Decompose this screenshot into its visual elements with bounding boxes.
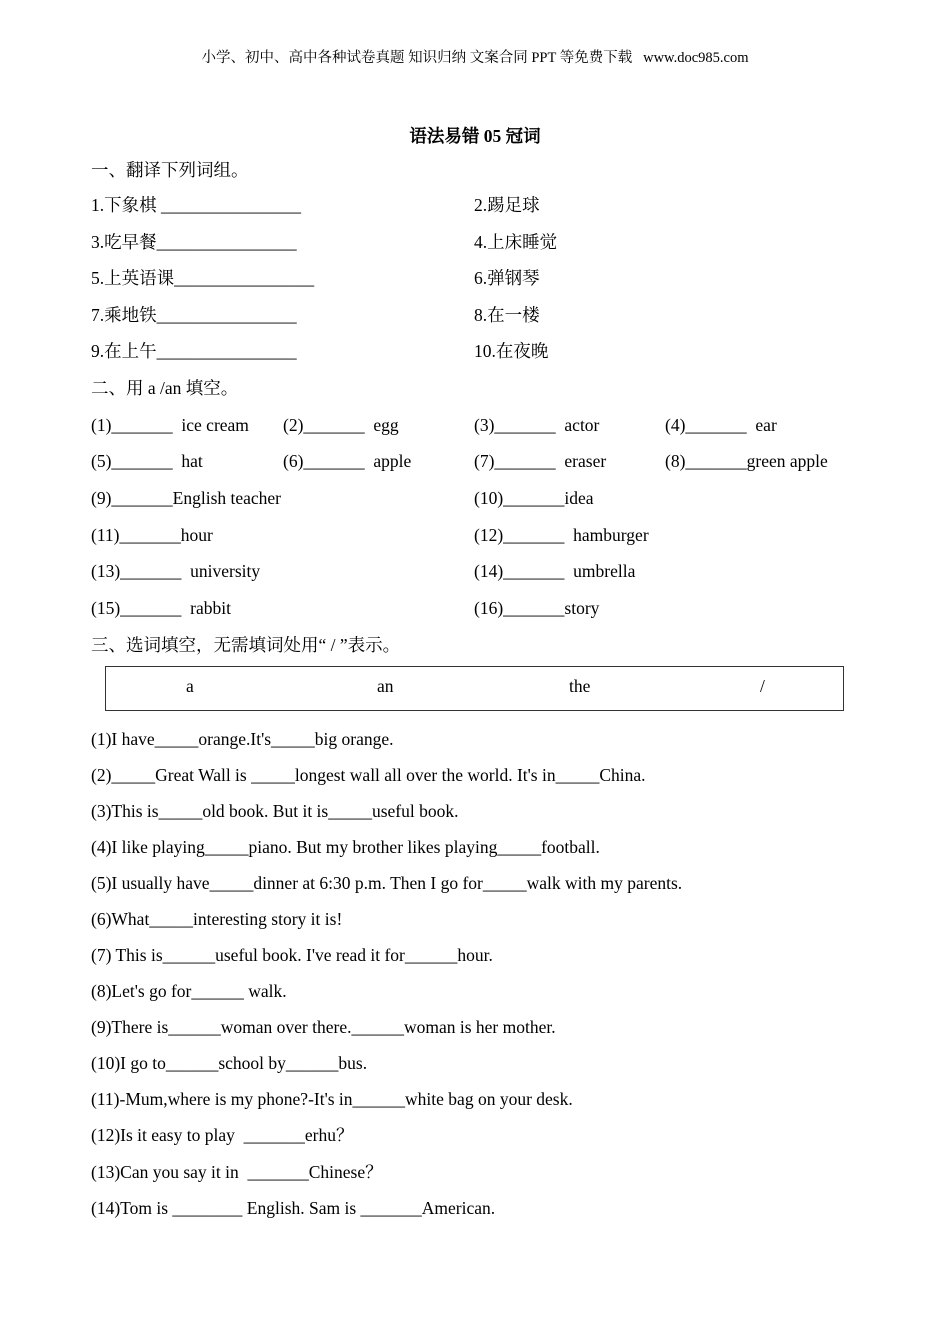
fill-item: (5)I usually have_____dinner at 6:30 p.m. Then I go for_____walk with my parents. [91, 873, 683, 893]
article-item: (16)_______story [474, 598, 600, 618]
word-bank-option: / [760, 676, 765, 696]
article-item: (6)_______ apple [283, 451, 412, 471]
translate-item: 10.在夜晚 [474, 341, 549, 361]
article-item: (11)_______hour [91, 525, 213, 545]
article-item: (7)_______ eraser [474, 451, 607, 471]
article-item: (12)_______ hamburger [474, 525, 649, 545]
translate-item: 4.上床睡觉 [474, 232, 558, 252]
fill-item: (12)Is it easy to play _______erhu？ [91, 1125, 354, 1145]
section3-heading: 三、选词填空，无需填词处用“ / ”表示。 [91, 635, 401, 655]
translate-item: 3.吃早餐________________ [91, 232, 297, 252]
fill-item: (3)This is_____old book. But it is_____useful book. [91, 801, 459, 821]
word-bank-box [105, 666, 844, 711]
fill-item: (13)Can you say it in _______Chinese？ [91, 1162, 383, 1182]
article-item: (4)_______ ear [665, 415, 777, 435]
fill-item: (9)There is______woman over there.______woman is her mother. [91, 1017, 556, 1037]
article-item: (1)_______ ice cream [91, 415, 249, 435]
word-bank-option: a [186, 676, 194, 696]
translate-item: 9.在上午________________ [91, 341, 297, 361]
translate-item: 2.踢足球 [474, 195, 540, 215]
page-header: 小学、初中、高中各种试卷真题 知识归纳 文案合同 PPT 等免费下载 www.doc985.com [201, 50, 749, 66]
translate-item: 8.在一楼 [474, 305, 540, 325]
word-bank-option: an [377, 676, 394, 696]
section2-heading: 二、用 a /an 填空。 [91, 378, 239, 398]
translate-item: 5.上英语课________________ [91, 268, 315, 288]
article-item: (10)_______idea [474, 488, 594, 508]
translate-item: 6.弹钢琴 [474, 268, 540, 288]
article-item: (8)_______green apple [665, 451, 828, 471]
fill-item: (4)I like playing_____piano. But my brother likes playing_____football. [91, 837, 600, 857]
article-item: (5)_______ hat [91, 451, 203, 471]
fill-item: (1)I have_____orange.It's_____big orange. [91, 729, 394, 749]
article-item: (14)_______ umbrella [474, 561, 636, 581]
fill-item: (7) This is______useful book. I've read it for______hour. [91, 945, 493, 965]
page-title: 语法易错 05 冠词 [409, 126, 541, 146]
fill-item: (11)-Mum,where is my phone?-It's in______white bag on your desk. [91, 1089, 573, 1109]
fill-item: (8)Let's go for______ walk. [91, 981, 287, 1001]
translate-item: 1.下象棋 ________________ [91, 195, 301, 215]
fill-item: (6)What_____interesting story it is! [91, 909, 343, 929]
translate-item: 7.乘地铁________________ [91, 305, 297, 325]
word-bank-option: the [569, 676, 591, 696]
article-item: (15)_______ rabbit [91, 598, 231, 618]
fill-item: (2)_____Great Wall is _____longest wall all over the world. It's in_____China. [91, 765, 646, 785]
fill-item: (14)Tom is ________ English. Sam is _______American. [91, 1198, 496, 1218]
article-item: (3)_______ actor [474, 415, 600, 435]
fill-item: (10)I go to______school by______bus. [91, 1053, 368, 1073]
article-item: (9)_______English teacher [91, 488, 282, 508]
article-item: (2)_______ egg [283, 415, 399, 435]
article-item: (13)_______ university [91, 561, 261, 581]
section1-heading: 一、翻译下列词组。 [91, 160, 249, 180]
